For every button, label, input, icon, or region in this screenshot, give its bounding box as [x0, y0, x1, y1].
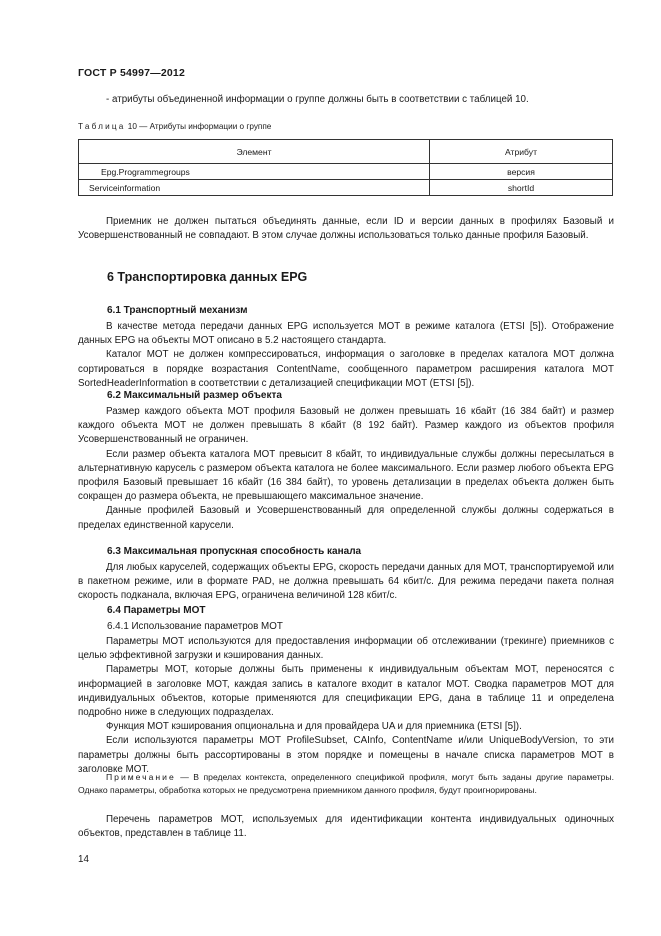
page-number: 14 [78, 854, 89, 865]
paragraph: Параметры MOT используются для предоставления информации об отслеживании (трекинге) приемников с целью эффективной загрузки и кэширования данных. [78, 636, 614, 662]
table10-caption-label: Таблица [78, 122, 126, 131]
final-paragraph-block [78, 813, 614, 841]
paragraph: Параметры MOT, которые должны быть применены к индивидуальным объектам MOT, переносятся с информацией в заголовке MOT, каждая запись в каталоге входит в каталог MOT. Сводка параметров MOT для индивидуальных объектов, которые применяются для спецификации EPG, дана в таблице 11 и определена подробно ниже в следующих подразделах. [78, 664, 614, 719]
paragraph: Размер каждого объекта MOT профиля Базовый не должен превышать 16 кбайт (16 384 байт) и размер каждого объекта MOT не должен превышать 8 кбайт (8 192 байт). Размер каждого из объектов профиля Усовершенствованный не ограничен. [78, 406, 614, 446]
section-6-4-1-heading: 6.4.1 Использование параметров MOT [107, 621, 283, 632]
section-6-4-1-body [78, 635, 614, 777]
table10-caption [78, 122, 271, 131]
section-6-heading: 6 Транспортировка данных EPG [107, 270, 308, 284]
table-row [79, 164, 613, 180]
table-cell-attribute: shortId [430, 180, 613, 196]
table-cell-attribute: версия [430, 164, 613, 180]
intro-line: - атрибуты объединенной информации о группе должны быть в соответствии с таблицей 10. [106, 94, 529, 105]
section-6-3-body [78, 561, 614, 604]
note-label: Примечание [106, 772, 176, 782]
table10-caption-text: 10 — Атрибуты информации о группе [127, 122, 272, 131]
paragraph: В качестве метода передачи данных EPG используется MOT в режиме каталога (ETSI [5]). Отображение данных EPG на объекты MOT описано в 5.2 настоящего стандарта. [78, 321, 614, 347]
paragraph: Для любых каруселей, содержащих объекты EPG, скорость передачи данных для MOT, транспортируемой или в пакетном режиме, или в формате PAD, не должна превышать 64 кбит/с. Для режима передачи пакета полная скорость подканала, включая EPG, ограничена величиной 128 кбит/с. [78, 562, 615, 602]
receiver-paragraph: Приемник не должен пытаться объединять данные, если ID и версии данных в профилях Базовый и Усовершенствованный не совпадают. В этом случае должны использоваться только данные профиля Базовый. [78, 216, 614, 242]
table-header-attribute: Атрибут [430, 140, 613, 164]
paragraph: Функция MOT кэширования опциональна и для провайдера UA и для приемника (ETSI [5]). [106, 721, 522, 733]
table-header-element: Элемент [79, 140, 430, 164]
section-6-4-heading: 6.4 Параметры MOT [107, 605, 206, 616]
table-cell-element: Serviceinformation [79, 180, 430, 196]
note-block [78, 771, 614, 797]
section-6-2-body [78, 405, 614, 533]
section-6-2-heading: 6.2 Максимальный размер объекта [107, 390, 282, 401]
table-row [79, 180, 613, 196]
section-6-1-body [78, 320, 614, 391]
receiver-paragraph-block [78, 215, 614, 243]
paragraph: Данные профилей Базовый и Усовершенствованный для определенной службы должны содержаться в пределах единственной карусели. [78, 505, 614, 531]
paragraph: Если используются параметры MOT ProfileSubset, CAInfo, ContentName и/или UniqueBodyVersion, то эти параметры должны быть рассортированы в этом порядке и помещены в начале списка параметров MOT в заголовке MOT. [78, 735, 614, 775]
section-6-3-heading: 6.3 Максимальная пропускная способность канала [107, 546, 362, 557]
paragraph: Если размер объекта каталога MOT превысит 8 кбайт, то индивидуальные службы должны пересылаться в альтернативную карусель с размером объекта каталога не более максимального. Если размер любого объекта EPG профиля Базовый превышает 16 кбайт (16 384 байт), то уровень детализации в пределах объекта должен быть сокращен до размера объекта, не превышающего максимальное значение. [78, 448, 614, 503]
intro-line-block [78, 93, 614, 107]
table10 [78, 139, 613, 196]
note-paragraph [78, 771, 614, 797]
section-6-1-heading: 6.1 Транспортный механизм [107, 305, 248, 316]
note-text: — В пределах контекста, определенного спецификой профиля, могут быть заданы другие параметры. Однако параметры, обработка которых не предусмотрена приемником данного профиля, будут проигнорированы. [78, 772, 614, 796]
table-cell-element: Epg.Programmegroups [79, 164, 430, 180]
paragraph: Каталог MOT не должен компрессироваться, информация о заголовке в пределах каталога MOT должна сортироваться в порядке возрастания ContentName, сообщенного параметром расширения каталога MOT SortedHeaderInformation в соответствии с детализацией спецификации MOT (ETSI [5]). [78, 349, 614, 389]
standard-header: ГОСТ Р 54997—2012 [78, 67, 186, 79]
final-paragraph: Перечень параметров MOT, используемых для идентификации контента индивидуальных одиночных объектов, представлен в таблице 11. [78, 814, 614, 840]
table-header-row [79, 140, 613, 164]
